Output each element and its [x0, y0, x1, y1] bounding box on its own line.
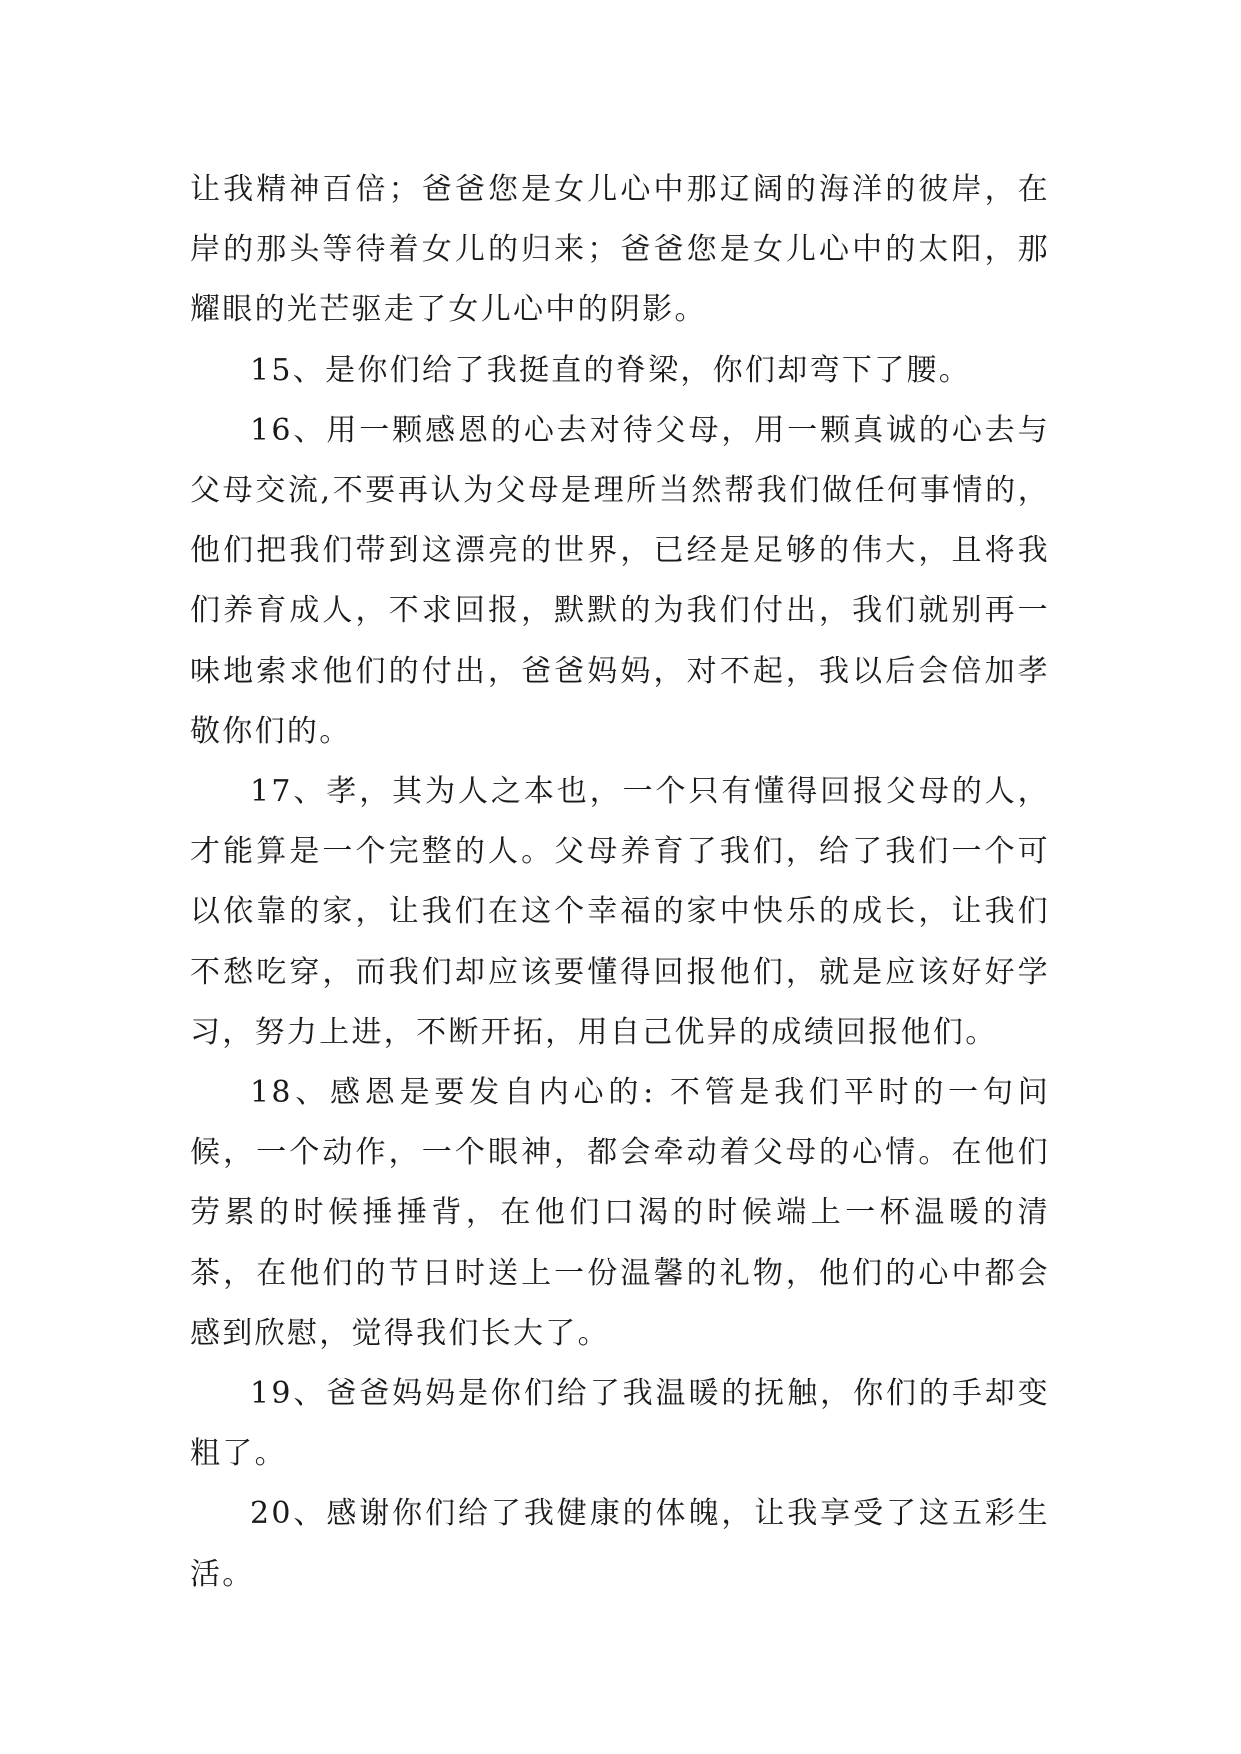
- paragraph-item-20: 20、感谢你们给了我健康的体魄，让我享受了这五彩生活。: [190, 1496, 1050, 1592]
- paragraph-item-16: 16、用一颗感恩的心去对待父母，用一颗真诚的心去与父母交流,不要再认为父母是理所当然帮我们做任何事情的，他们把我们带到这漂亮的世界，已经是足够的伟大，且将我们养育成人，不求回报，默默的为我们付出，我们就别再一味地索求他们的付出，爸爸妈妈，对不起，我以后会倍加孝敬你们的。: [190, 412, 1050, 749]
- paragraph-item-18: 18、感恩是要发自内心的: 不管是我们平时的一句问候，一个动作，一个眼神，都会牵动着父母的心情。在他们劳累的时候捶捶背，在他们口渴的时候端上一杯温暖的清茶，在他们的节日时送上一份温馨的礼物，他们的心中都会感到欣慰，觉得我们长大了。: [190, 1075, 1050, 1351]
- paragraph-item-19: 19、爸爸妈妈是你们给了我温暖的抚触，你们的手却变粗了。: [190, 1376, 1050, 1472]
- document-body: [190, 160, 1050, 1605]
- paragraph-item-15: 15、是你们给了我挺直的脊梁，你们却弯下了腰。: [250, 352, 972, 388]
- paragraph-item-17: 17、孝，其为人之本也，一个只有懂得回报父母的人，才能算是一个完整的人。父母养育了我们，给了我们一个可以依靠的家，让我们在这个幸福的家中快乐的成长，让我们不愁吃穿，而我们却应该要懂得回报他们，就是应该好好学习，努力上进，不断开拓，用自己优异的成绩回报他们。: [190, 774, 1050, 1050]
- paragraph-continuation: 让我精神百倍；爸爸您是女儿心中那辽阔的海洋的彼岸，在岸的那头等待着女儿的归来；爸爸您是女儿心中的太阳，那耀眼的光芒驱走了女儿心中的阴影。: [190, 172, 1050, 328]
